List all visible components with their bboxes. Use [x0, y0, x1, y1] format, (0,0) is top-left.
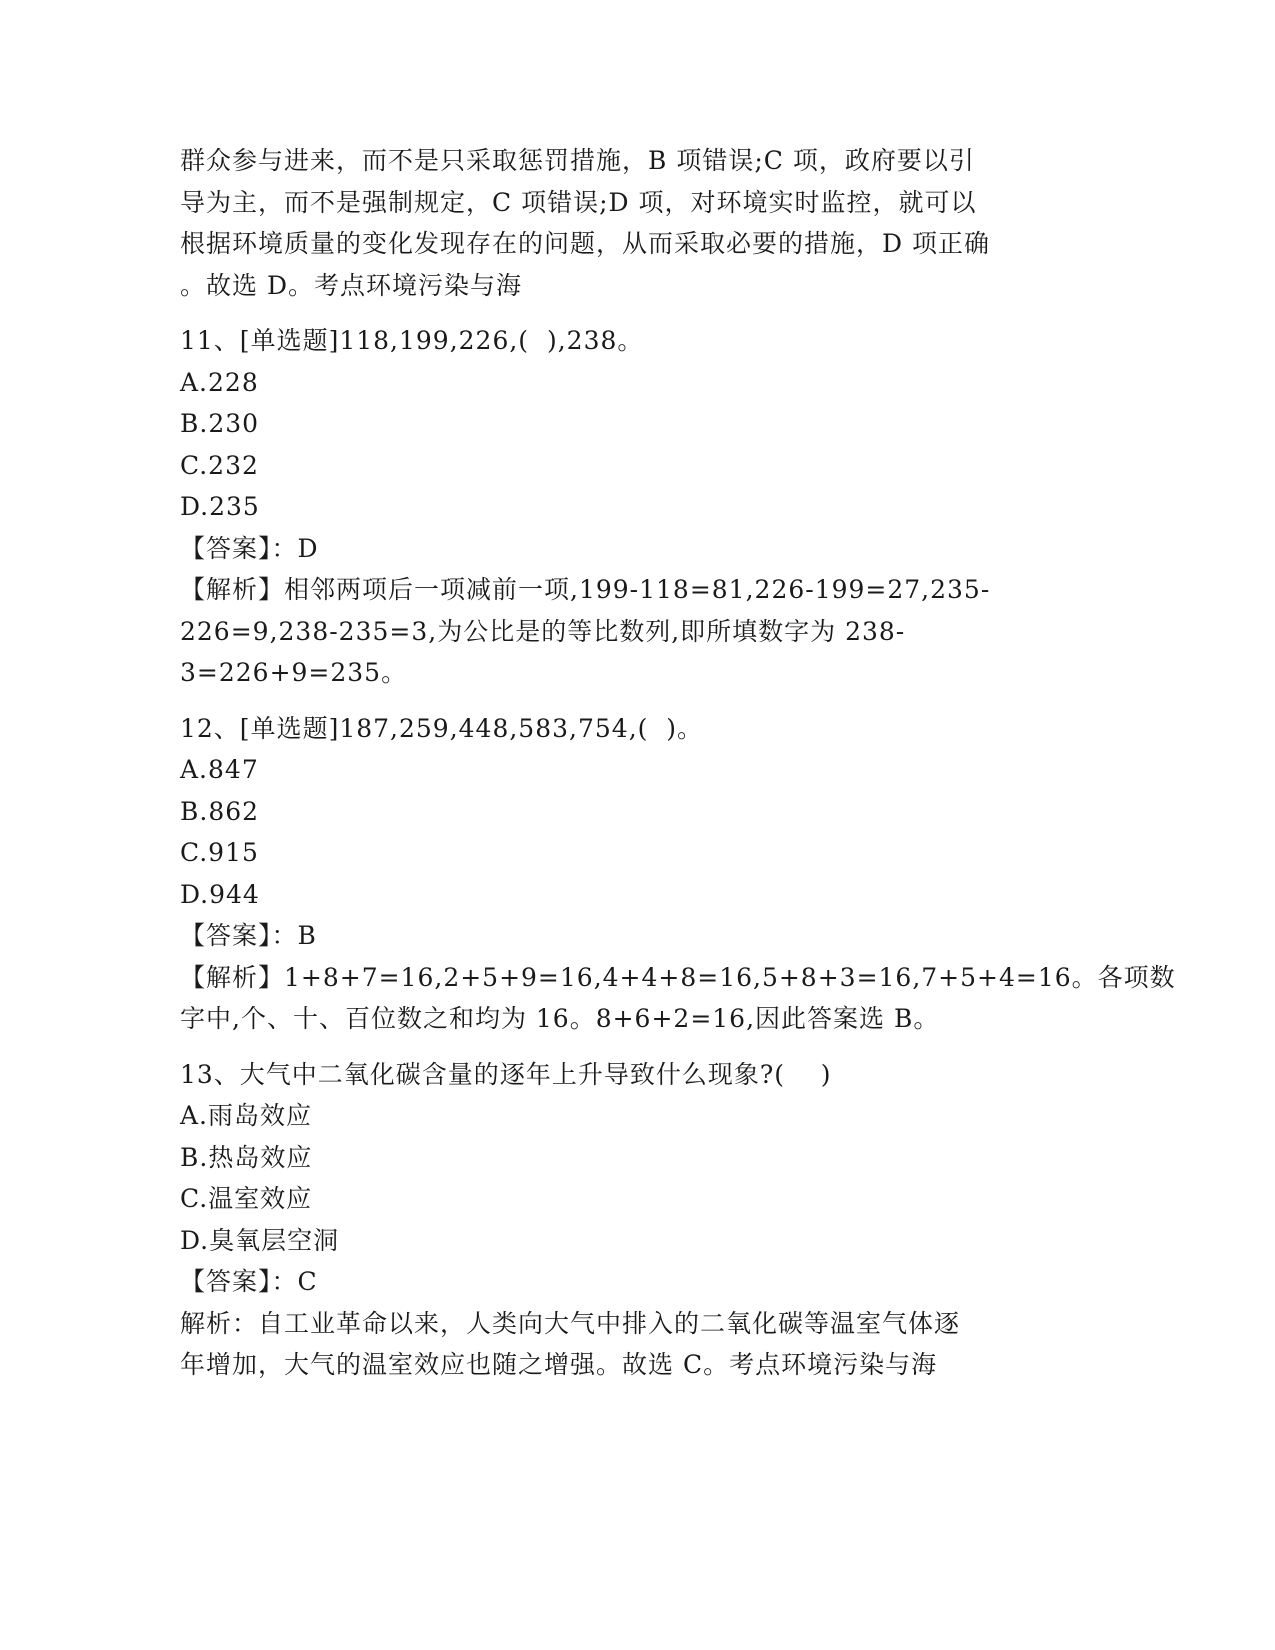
text-line: 。故选 D。考点环境污染与海 [180, 270, 522, 300]
answer: 【答案】：D [180, 533, 319, 563]
option-a: A.228 [180, 367, 259, 397]
analysis-line: 解析：自工业革命以来，人类向大气中排入的二氧化碳等温室气体逐 [180, 1308, 961, 1338]
option-c: C.232 [180, 450, 259, 480]
analysis-line: 【解析】1+8+7=16,2+5+9=16,4+4+8=16,5+8+3=16,7+5+4=16。各项数 [180, 962, 1176, 992]
text-line: 导为主，而不是强制规定，C 项错误;D 项，对环境实时监控，就可以 [180, 187, 977, 217]
question-stem: 12、[单选题]187,259,448,583,754,( )。 [180, 713, 704, 743]
option-d: D.235 [180, 492, 260, 521]
question-12 [180, 708, 1176, 1040]
answer: 【答案】：B [180, 921, 317, 950]
option-d: D.臭氧层空洞 [180, 1225, 340, 1255]
analysis-line: 226=9,238-235=3,为公比是的等比数列,即所填数字为 238- [180, 616, 906, 646]
option-c: C.温室效应 [180, 1184, 313, 1213]
option-c: C.915 [180, 838, 259, 867]
analysis-line: 字中,个、十、百位数之和均为 16。8+6+2=16,因此答案选 B。 [180, 1004, 940, 1033]
analysis-line: 【解析】相邻两项后一项减前一项,199-118=81,226-199=27,235- [180, 575, 991, 604]
answer: 【答案】：C [180, 1267, 318, 1296]
intro-paragraph [180, 140, 1060, 306]
option-b: B.230 [180, 409, 260, 438]
option-a: A.雨岛效应 [180, 1101, 313, 1130]
text-line: 根据环境质量的变化发现存在的问题，从而采取必要的措施，D 项正确 [180, 229, 990, 258]
question-stem: 11、[单选题]118,199,226,( ),238。 [180, 326, 644, 355]
question-stem: 13、大气中二氧化碳含量的逐年上升导致什么现象?( ) [180, 1059, 832, 1089]
option-a: A.847 [180, 755, 259, 784]
analysis-line: 3=226+9=235。 [180, 658, 408, 687]
question-11 [180, 320, 1060, 694]
option-b: B.热岛效应 [180, 1142, 313, 1172]
document-page [180, 140, 1176, 1386]
text-line: 群众参与进来，而不是只采取惩罚措施，B 项错误;C 项，政府要以引 [180, 146, 975, 175]
option-b: B.862 [180, 796, 260, 826]
analysis-line: 年增加，大气的温室效应也随之增强。故选 C。考点环境污染与海 [180, 1350, 938, 1379]
question-13 [180, 1054, 1060, 1386]
option-d: D.944 [180, 879, 260, 909]
